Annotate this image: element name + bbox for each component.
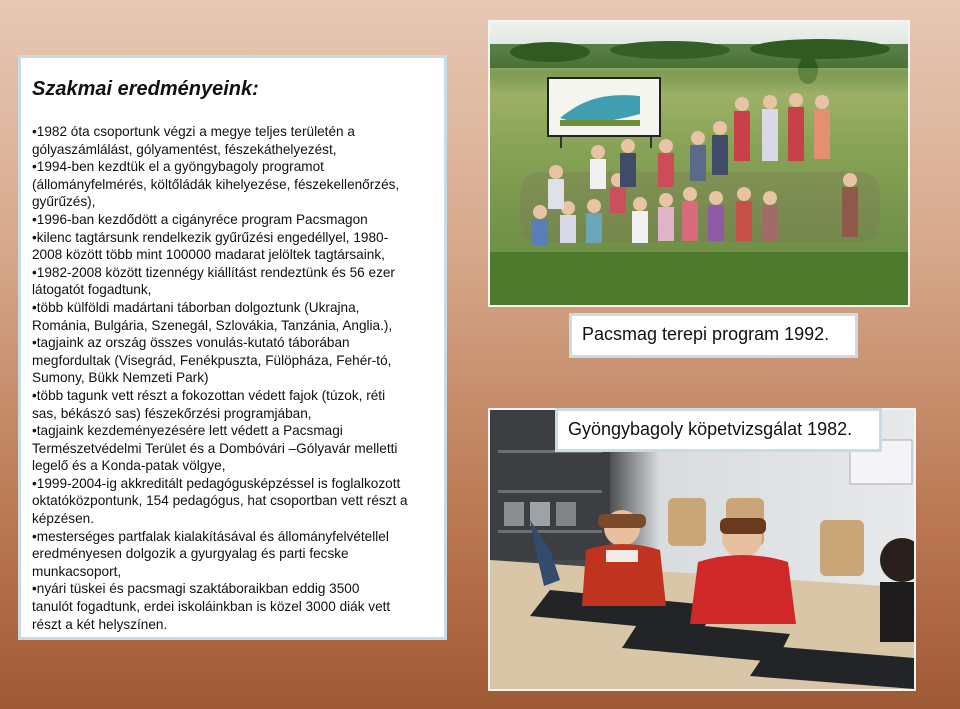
text-line: •nyári tüskei és pacsmagi szaktáboraikban eddig 3500 [32, 581, 360, 597]
text-line: (állományfelmérés, költőládák kihelyezése, fészekellenőrzés, [32, 176, 400, 192]
text-line: megfordultak (Visegrád, Fenékpuszta, Fülöpháza, Fehér-tó, [32, 352, 392, 368]
text-line: képzésen. [32, 511, 94, 527]
text-line: Természetvédelmi Terület és a Dombóvári –Gólyavár melletti [32, 440, 398, 456]
text-line: •1982-2008 között tizennégy kiállítást rendeztünk és 56 ezer [32, 264, 395, 280]
text-line: legelő és a Konda-patak völgye, [32, 458, 226, 474]
text-line: gólyaszámlálást, gólyamentést, fészekáthelyezést, [32, 141, 337, 157]
text-line: •több külföldi madártani táborban dolgoztunk (Ukrajna, [32, 299, 360, 315]
text-line: oktatóközpontunk, 154 pedagógus, hat csoportban vett részt a [32, 493, 408, 509]
text-line: •1994-ben kezdtük el a gyöngybagoly programot [32, 159, 324, 175]
panel-title: Szakmai eredményeink: [32, 78, 259, 100]
text-line: •1982 óta csoportunk végzi a megye teljes területén a [32, 124, 355, 139]
text-line: munkacsoport, [32, 563, 122, 579]
text-line: •több tagunk vett részt a fokozottan védett fajok (túzok, réti [32, 387, 386, 403]
caption-field-program: Pacsmag terepi program 1992. [569, 313, 858, 358]
text-line: Románia, Bulgária, Szenegál, Szlovákia, Tanzánia, Anglia.), [32, 317, 393, 333]
text-line: Sumony, Bükk Nemzeti Park) [32, 370, 209, 386]
text-line: •tagjaink kezdeményezésére lett védett a Pacsmagi [32, 423, 343, 439]
field-program-illustration [490, 22, 908, 305]
text-line: részt a két helyszínen. [32, 616, 168, 632]
text-line: sas, békászó sas) fészekőrzési programjában, [32, 405, 312, 421]
field-program-photo [488, 20, 910, 307]
text-line: gyűrűzés), [32, 194, 96, 210]
achievements-text [32, 123, 434, 633]
achievements-panel [18, 55, 447, 640]
text-line: •kilenc tagtársunk rendelkezik gyűrűzési engedéllyel, 1980- [32, 229, 389, 245]
text-line: •1996-ban kezdődött a cigányréce program Pacsmagon [32, 211, 368, 227]
text-line: eredményesen dolgozik a gyurgyalag és parti fecske [32, 546, 349, 562]
text-line: tanulót fogadtunk, erdei iskoláinkban is közel 3000 diák vett [32, 599, 391, 615]
text-line: •1999-2004-ig akkreditált pedagógusképzéssel is foglalkozott [32, 475, 401, 491]
caption-owl-pellet: Gyöngybagoly köpetvizsgálat 1982. [555, 408, 882, 452]
text-line: látogatót fogadtunk, [32, 282, 152, 298]
text-line: •mesterséges partfalak kialakításával és állományfelvétellel [32, 528, 389, 544]
text-line: •tagjaink az ország összes vonulás-kutató táborában [32, 335, 350, 351]
text-line: 2008 között több mint 100000 madarat jelöltek tagtársaink, [32, 247, 385, 263]
